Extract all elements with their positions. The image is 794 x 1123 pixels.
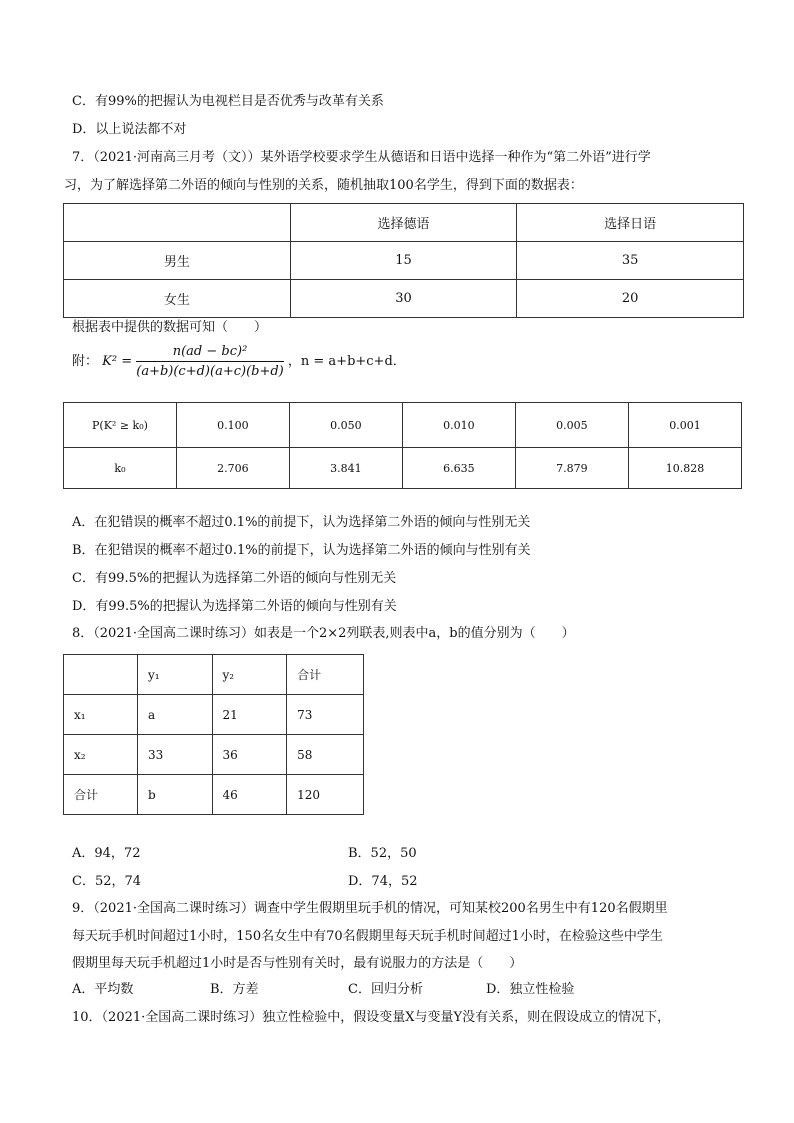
q7-option-a: A．在犯错误的概率不超过0.1%的前提下，认为选择第二外语的倾向与性别无关 (72, 515, 531, 530)
table-cell: 33 (137, 735, 212, 775)
chi-square-formula (72, 344, 406, 392)
table-cell: 73 (287, 695, 364, 735)
table-row (64, 242, 744, 280)
table-cell: 2.706 (176, 448, 289, 489)
table-cell: 0.050 (289, 403, 402, 448)
q7-option-c: C．有99.5%的把握认为选择第二外语的倾向与性别无关 (72, 571, 397, 586)
q9-option-a: A．平均数 (72, 982, 134, 997)
formula-label: 附： (72, 354, 99, 369)
table-cell: 120 (287, 775, 364, 815)
table-cell: a (137, 695, 212, 735)
table-cell: 7.879 (515, 448, 628, 489)
table-row-label: 女生 (64, 280, 291, 318)
q8-option-b: B．52，50 (348, 846, 417, 861)
table-row (64, 280, 744, 318)
q8-stem: 8．（2021·全国高二课时练习）如表是一个2×2列联表,则表中a，b的值分别为（ ） (72, 626, 575, 641)
q7-prompt: 根据表中提供的数据可知（ ） (72, 320, 268, 335)
q9-stem-line3: 假期里每天玩手机超过1小时是否与性别有关时，最有说服力的方法是（ ） (72, 956, 523, 971)
q9-option-d: D．独立性检验 (486, 982, 575, 997)
table-cell: 0.005 (515, 403, 628, 448)
q7-stem-line1: 7．（2021·河南高三月考（文））某外语学校要求学生从德语和日语中选择一种作为“第二外语”进行学 (72, 150, 651, 165)
q9-stem-line1: 9．（2021·全国高二课时练习）调查中学生假期里玩手机的情况，可知某校200名男生中有120名假期里 (72, 901, 668, 916)
critical-value-table (63, 402, 742, 489)
table-header: y₁ (137, 655, 212, 695)
table-cell: 35 (517, 242, 744, 280)
q7-option-d: D．有99.5%的把握认为选择第二外语的倾向与性别有关 (72, 599, 397, 614)
table-cell: 0.010 (402, 403, 515, 448)
table-cell: 46 (212, 775, 287, 815)
q8-option-d: D．74，52 (348, 874, 418, 889)
table-row (64, 655, 364, 695)
table-row (64, 695, 364, 735)
table-row-label: x₁ (64, 695, 138, 735)
table-row (64, 735, 364, 775)
q6-option-d: D．以上说法都不对 (72, 122, 187, 137)
table-row (64, 204, 744, 242)
table-row-label: x₂ (64, 735, 138, 775)
q10-stem-line1: 10．（2021·全国高二课时练习）独立性检验中，假设变量X与变量Y没有关系，则在假设成立的情况下， (72, 1010, 671, 1025)
q7-stem-line2: 习，为了解选择第二外语的倾向与性别的关系，随机抽取100名学生，得到下面的数据表： (64, 178, 583, 193)
formula-denominator: (a+b)(c+d)(a+c)(b+d) (136, 364, 284, 379)
q6-option-c: C．有99%的把握认为电视栏目是否优秀与改革有关系 (72, 94, 384, 109)
table-cell: 20 (517, 280, 744, 318)
q8-contingency-table (63, 654, 364, 815)
table-row (64, 448, 742, 489)
table-header: 合计 (287, 655, 364, 695)
q9-stem-line2: 每天玩手机时间超过1小时，150名女生中有70名假期里每天玩手机时间超过1小时，在检验这些中学生 (72, 929, 663, 944)
table-header: 选择德语 (290, 204, 517, 242)
table-row-label: 男生 (64, 242, 291, 280)
table-cell: 58 (287, 735, 364, 775)
table-cell: 6.635 (402, 448, 515, 489)
table-cell: 30 (290, 280, 517, 318)
table-row-label: 合计 (64, 775, 138, 815)
q8-option-a: A．94，72 (72, 846, 141, 861)
table-cell: 0.001 (628, 403, 741, 448)
table-cell: 10.828 (628, 448, 741, 489)
formula-lhs: K² = (102, 354, 133, 369)
formula-fraction (136, 344, 284, 379)
table-header: y₂ (212, 655, 287, 695)
table-row (64, 403, 742, 448)
q7-option-b: B．在犯错误的概率不超过0.1%的前提下，认为选择第二外语的倾向与性别有关 (72, 543, 531, 558)
table-cell: 3.841 (289, 448, 402, 489)
table-row-label: P(K² ≥ k₀) (64, 403, 177, 448)
q8-option-c: C．52，74 (72, 874, 142, 889)
table-cell: 0.100 (176, 403, 289, 448)
q9-option-c: C．回归分析 (348, 982, 423, 997)
table-row (64, 775, 364, 815)
table-cell: 15 (290, 242, 517, 280)
table-cell: 21 (212, 695, 287, 735)
table-cell: 36 (212, 735, 287, 775)
formula-rest: ，n = a+b+c+d． (287, 354, 406, 369)
formula-numerator: n(ad − bc)² (136, 344, 284, 362)
q9-option-b: B．方差 (210, 982, 259, 997)
q7-data-table (63, 203, 744, 318)
table-cell: b (137, 775, 212, 815)
table-header: 选择日语 (517, 204, 744, 242)
table-row-label: k₀ (64, 448, 177, 489)
table-cell (64, 204, 291, 242)
table-cell (64, 655, 138, 695)
